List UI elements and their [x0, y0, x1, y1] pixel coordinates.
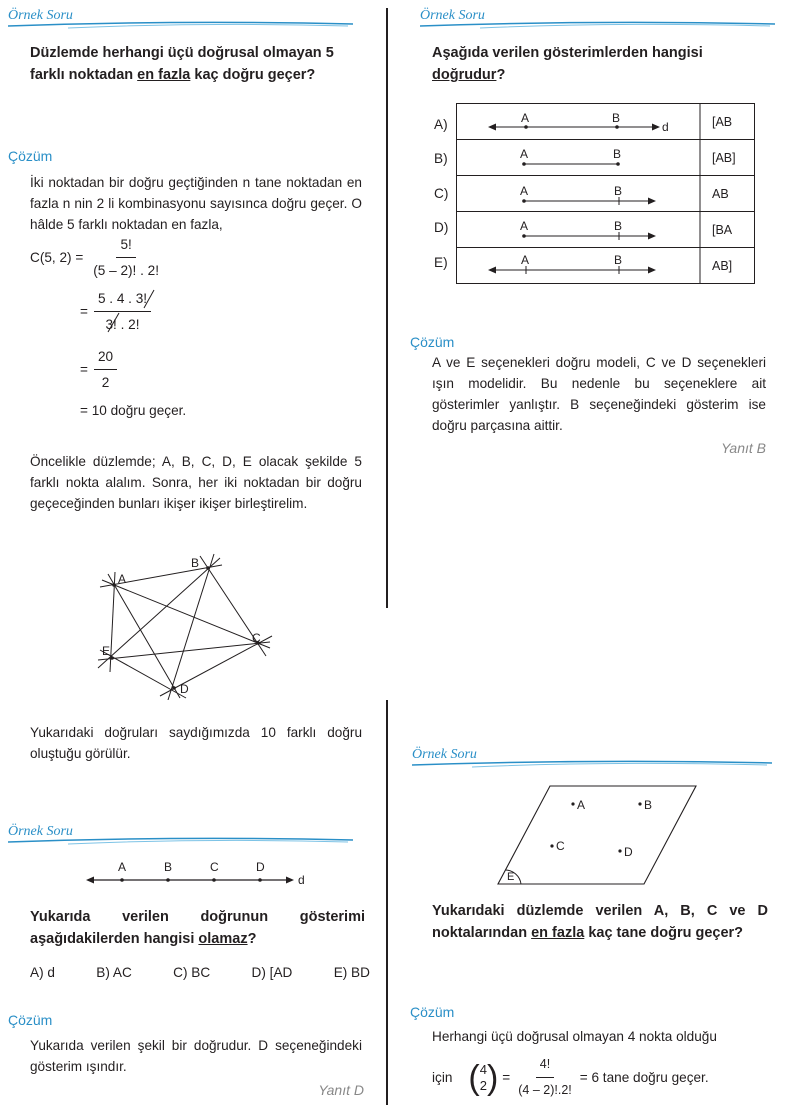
point-label-A: A: [118, 572, 127, 586]
header-swoosh: [420, 20, 775, 32]
line-d-figure: [84, 856, 314, 892]
example-header: Örnek Soru: [420, 8, 485, 23]
line-point-D: D: [256, 860, 265, 874]
explanation-paragraph: Öncelikle düzlemde; A, B, C, D, E olacak şekilde 5 farklı nokta alalım. Sonra, her iki noktadan bir doğru geçeceğinden bunları ikişer ikişer birleştirelim.: [30, 454, 362, 511]
five-points-figure: [90, 550, 280, 700]
option-letter-c: C): [434, 186, 449, 201]
plane-point-C: C: [556, 839, 565, 853]
line-AC: [102, 580, 270, 648]
svg-text:B: B: [613, 147, 622, 161]
notation-b: [AB]: [712, 151, 736, 165]
line-point-C: C: [210, 860, 219, 874]
row-d-figure: [520, 219, 656, 240]
example-header: Örnek Soru: [8, 824, 73, 839]
question-text: Düzlemde herhangi üçü doğrusal olmayan 5 farklı noktadan en fazla kaç doğru geçer?: [30, 45, 334, 83]
question-text: Yukarıda verilen doğrunun gösterimi aşağıdakilerden hangisi olamaz?: [30, 909, 365, 947]
svg-text:d: d: [662, 120, 669, 134]
plane-point-B: B: [644, 798, 653, 812]
binomial-equation: için ( 4 2 ) = $\frac{4!}{(4 - 2)!.2!}$ = 6 tane doğru geçer.: [432, 1054, 709, 1101]
example-header: Örnek Soru: [8, 8, 73, 23]
option-letter-d: D): [434, 220, 449, 235]
solution-label: Çözüm: [8, 1012, 53, 1028]
example-header: Örnek Soru: [412, 747, 477, 762]
column-divider-bottom: [386, 700, 388, 1105]
svg-text:A: A: [520, 184, 529, 198]
question-text: Yukarıdaki düzlemde verilen A, B, C ve D noktalarından en fazla kaç tane doğru geçer?: [432, 903, 768, 941]
line-BD: [168, 554, 214, 700]
equation-1: C(5, 2) = $\frac{5!}{(5 - 2)! . 2!}$: [30, 234, 163, 281]
option-a[interactable]: A) d: [30, 965, 55, 980]
svg-text:B: B: [614, 219, 623, 233]
cancel-mark-denominator: [106, 310, 122, 334]
line-point-B: B: [164, 860, 173, 874]
row-c-figure: [520, 184, 656, 205]
option-letter-e: E): [434, 255, 448, 270]
option-c[interactable]: C) BC: [173, 965, 211, 980]
equation-4: = 10 doğru geçer.: [80, 403, 187, 418]
point-label-D: D: [180, 682, 189, 696]
notation-a: [AB: [712, 115, 733, 129]
equation-2: = $\frac{5 . 4 . 3!}{3! . 2!}$: [80, 288, 151, 335]
cancel-marks: [138, 288, 166, 334]
solution-paragraph: Herhangi üçü doğrusal olmayan 4 nokta olduğu: [432, 1029, 717, 1044]
option-b[interactable]: B) AC: [96, 965, 132, 980]
solution-paragraph: İki noktadan bir doğru geçtiğinden n tane noktadan en fazla n nin 2 li kombinasyonu sayısınca doğru geçer. O hâlde 5 farklı noktadan en fazla,: [30, 175, 362, 232]
solution-label: Çözüm: [410, 1004, 455, 1020]
options-table: [456, 103, 756, 285]
point-label-B: B: [191, 556, 200, 570]
options-row: [30, 962, 370, 983]
solution-paragraph: A ve E seçenekleri doğru modeli, C ve D seçenekleri ışın modelidir. Bu nedenle bu seçeneklere ait gösterimler yanlıştır. B seçeneğindeki gösterim ise doğru parçasına aittir.: [432, 355, 766, 433]
option-letter-b: B): [434, 151, 448, 166]
plane-label-E: E: [507, 871, 515, 883]
plane-figure: [494, 780, 704, 890]
svg-text:A: A: [521, 111, 530, 125]
solution-paragraph: Yukarıda verilen şekil bir doğrudur. D seçeneğindeki gösterim ışındır.: [30, 1038, 362, 1074]
answer-label: Yanıt B: [721, 440, 766, 456]
svg-text:B: B: [614, 184, 623, 198]
notation-c: AB: [712, 187, 729, 201]
option-e[interactable]: E) BD: [333, 965, 370, 980]
row-e-figure: [488, 253, 656, 274]
answer-label: Yanıt D: [318, 1082, 364, 1098]
point-label-E: E: [102, 644, 111, 658]
svg-text:A: A: [520, 219, 529, 233]
notation-d: [BA: [712, 223, 733, 237]
line-BE: [98, 558, 220, 668]
equation-3: = $\frac{20}{2}$: [80, 346, 117, 393]
binomial: ( 4 2 ): [468, 1058, 499, 1097]
notation-e: AB]: [712, 259, 733, 273]
plane-point-D: D: [624, 845, 633, 859]
svg-text:B: B: [614, 253, 623, 267]
line-label-d: d: [298, 873, 305, 887]
option-d[interactable]: D) [AD: [251, 965, 293, 980]
solution-label: Çözüm: [8, 148, 53, 164]
line-AD: [108, 574, 180, 698]
header-swoosh: [412, 759, 772, 771]
row-a-figure: [488, 111, 669, 134]
question-text: Aşağıda verilen gösterimlerden hangisi doğrudur?: [432, 45, 703, 83]
line-point-A: A: [118, 860, 127, 874]
plane-point-A: A: [577, 798, 586, 812]
option-letter-a: A): [434, 117, 448, 132]
header-swoosh: [8, 836, 353, 848]
svg-text:B: B: [612, 111, 621, 125]
conclusion-paragraph: Yukarıdaki doğruları saydığımızda 10 farklı doğru oluştuğu görülür.: [30, 725, 362, 761]
point-label-C: C: [252, 631, 261, 645]
header-swoosh: [8, 20, 353, 32]
row-b-figure: [520, 147, 621, 166]
line-CD: [160, 636, 272, 696]
column-divider-top: [386, 8, 388, 608]
solution-label: Çözüm: [410, 334, 455, 350]
svg-text:A: A: [521, 253, 530, 267]
svg-text:A: A: [520, 147, 529, 161]
